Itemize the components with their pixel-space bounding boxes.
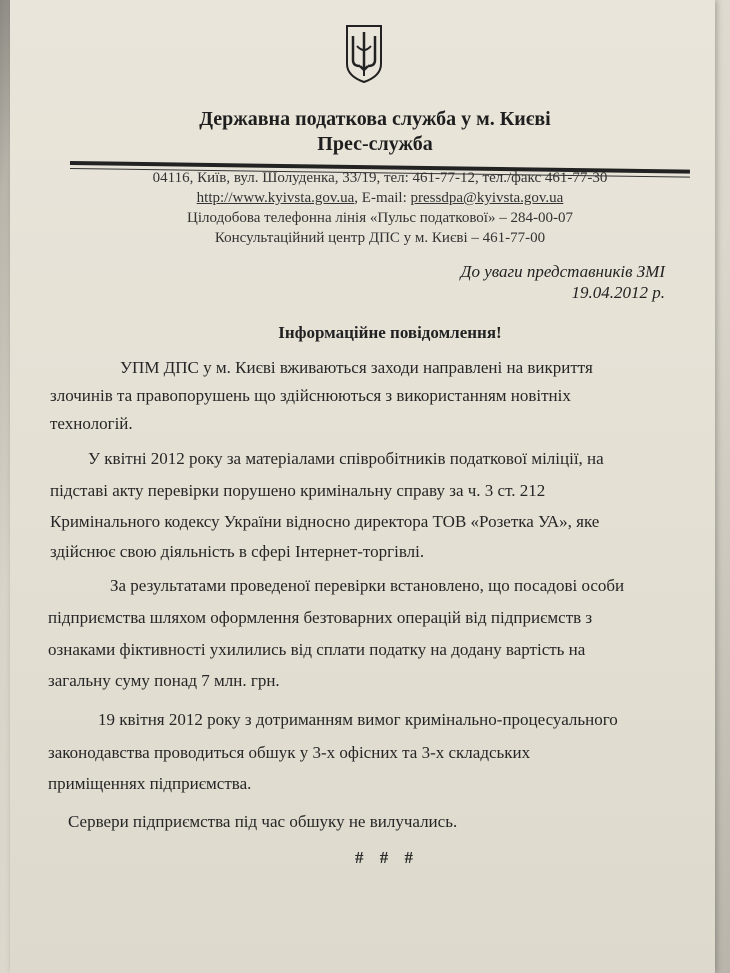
email-link[interactable]: pressdpa@kyivsta.gov.ua	[410, 190, 564, 206]
addressee-date: 19.04.2012 р.	[571, 283, 665, 302]
contact-address: 04116, Київ, вул. Шолуденка, 33/19, тел: 461-77-12, тел./факс 461-77-30	[152, 170, 608, 186]
body-line: підприємства шляхом оформлення безтоварних операцій від підприємств з	[48, 608, 593, 627]
body-line: технологій.	[50, 414, 133, 433]
body-line: приміщеннях підприємства.	[48, 774, 252, 793]
contact-web-email	[100, 190, 660, 207]
trident-emblem-icon	[343, 24, 385, 84]
body-line: загальну суму понад 7 млн. грн.	[48, 671, 280, 690]
email-prefix: , E-mail:	[354, 190, 411, 206]
document-page	[10, 0, 715, 973]
body-line: законодавства проводиться обшук у 3-х офісних та 3-х складських	[48, 743, 531, 762]
addressee-to: До уваги представників ЗМІ	[460, 262, 665, 281]
body-line: ознаками фіктивності ухилились від сплати податку на додану вартість на	[48, 640, 586, 659]
contact-hotline: Цілодобова телефонна лінія «Пульс податкової» – 284-00-07	[187, 210, 573, 226]
notice-title: Інформаційне повідомлення!	[278, 323, 502, 342]
body-line: Сервери підприємства під час обшуку не вилучались.	[68, 812, 458, 831]
body-line: здійснює свою діяльність в сфері Інтернет-торгівлі.	[50, 542, 425, 561]
end-mark: # # #	[355, 848, 419, 867]
body-line: За результатами проведеної перевірки встановлено, що посадові особи	[110, 576, 625, 595]
body-line: У квітні 2012 року за матеріалами співробітників податкової міліції, на	[88, 449, 604, 468]
body-line: 19 квітня 2012 року з дотриманням вимог кримінально-процесуального	[98, 710, 618, 729]
body-line: підставі акту перевірки порушено кримінальну справу за ч. 3 ст. 212	[50, 481, 546, 500]
org-department: Прес-служба	[317, 133, 433, 155]
body-line: Кримінального кодексу України відносно директора ТОВ «Розетка УА», яке	[50, 512, 600, 531]
org-name: Державна податкова служба у м. Києві	[199, 108, 551, 130]
body-line: УПМ ДПС у м. Києві вживаються заходи направлені на викриття	[120, 358, 593, 377]
body-line: злочинів та правопорушень що здійснюються з використанням новітніх	[50, 386, 571, 405]
website-link[interactable]: http://www.kyivsta.gov.ua	[196, 190, 355, 206]
contact-consult-center: Консультаційний центр ДПС у м. Києві – 461-77-00	[214, 230, 546, 246]
